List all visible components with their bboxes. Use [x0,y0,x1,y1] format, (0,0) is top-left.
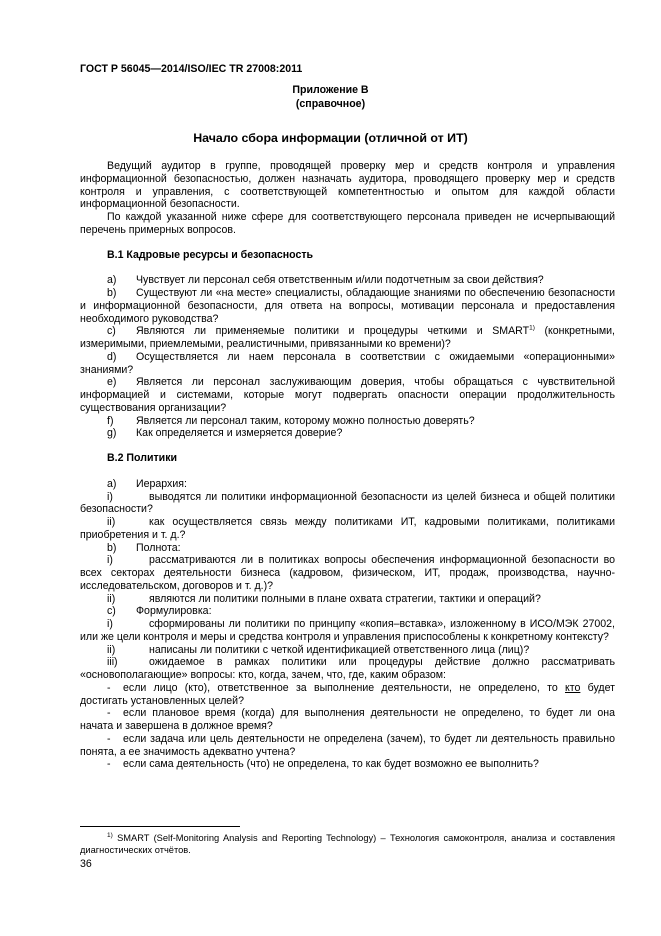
list-marker: f) [107,414,114,427]
list-marker: d) [107,350,117,363]
appendix-label: Приложение В [292,84,369,96]
list-marker: - [107,758,111,771]
dash-item [80,758,615,771]
list-marker: - [107,732,111,745]
list-item-text: если сама деятельность (что) не определена, то как будет возможно ее выполнить? [123,758,539,771]
intro-paragraph: Ведущий аудитор в группе, проводящей проверку мер и средств контроля и управления информационной безопасностью, должен назначать аудитора, проводящего проверку мер и средств контроля и управления, с соответствующей компетентностью и опытом для каждой области информационной безопасности. [80,160,615,211]
list-item [80,376,615,414]
list-marker: a) [107,477,117,490]
list-marker: i) [107,554,113,567]
list-marker: ii) [107,516,116,528]
document-body [80,160,615,771]
list-item-text: если плановое время (когда) для выполнения деятельности не определено, то будет ли она начата и завершена в должное время? [80,707,615,732]
list-item-text: Существуют ли «на месте» специалисты, обладающие знаниями по обеспечению безопасности и информационной безопасности, для ответа на вопросы, мотивации персонала и предоставления необходимого руководства? [80,287,615,325]
list-marker: iii) [107,656,118,669]
list-marker: c) [107,325,116,338]
list-item [80,351,615,377]
list-item-text: Осуществляется ли наем персонала в соответствии с ожидаемыми «операционными» знаниями? [80,350,615,376]
list-item [80,478,615,491]
list-marker: g) [107,427,117,440]
list-marker: - [107,707,111,720]
list-item-text: если лицо (кто), ответственное за выполнение деятельности, не определено, то [123,681,565,694]
list-marker: b) [107,287,117,299]
sub-list-item [80,554,615,592]
sub-list-item [80,516,615,542]
section-heading-b1: В.1 Кадровые ресурсы и безопасность [107,248,314,261]
list-item-text: Как определяется и измеряется доверие? [136,427,343,440]
list-item [80,427,615,440]
list-item [80,605,615,618]
underlined-word: кто [565,681,581,694]
sub-list-item [80,644,615,657]
list-item-text: рассматриваются ли в политиках вопросы обеспечения информационной безопасности во всех секторах деятельности бизнеса (кадровом, физическом, ИТ, продаж, производства, научно-исследовательском, договоров и т. д.)? [80,554,615,592]
list-item-text: Чувствует ли персонал себя ответственным и/или подотчетным за свои действия? [136,274,544,287]
list-item [80,415,615,428]
dash-item [80,707,615,733]
list-marker: i) [107,618,113,630]
list-marker: ii) [107,643,116,656]
sub-list-item [80,618,615,644]
list-marker: ii) [107,592,116,605]
list-item-text: сформированы ли политики по принципу «копия–вставка», изложенному в ИСО/МЭК 27002, или же цели контроля и меры и средства контроля и управления приспособлены к конкретному контексту? [80,618,615,643]
dash-item [80,682,615,708]
list-item-text: (конкретными, измеримыми, приемлемыми, реалистичными, привязанными ко времени)? [80,325,615,350]
list-marker: i) [107,490,113,503]
sub-list-item [80,593,615,606]
list-marker: e) [107,376,117,389]
list-item-text: Являются ли применяемые политики и процедуры четкими и SMART [136,325,530,338]
footnote-text: SMART (Self-Monitoring Analysis and Reporting Technology) – Технология самоконтроля, анализа и составления диагностических отчётов. [80,833,615,855]
list-item-text: Формулировка: [136,605,212,618]
list-marker: a) [107,274,117,287]
list-item-text: ожидаемое в рамках политики или процедуры действие должно рассматривать «основополагающие» вопросы: кто, когда, зачем, что, где, каким образом: [80,656,615,681]
list-marker: b) [107,541,117,554]
list-item-text: Иерархия: [136,477,187,490]
list-item-text: Полнота: [136,541,181,554]
list-item-text: как осуществляется связь между политиками ИТ, кадровыми политиками, политиками приобретения и т. д.? [80,516,615,541]
footnote-separator [80,826,240,827]
list-item [80,542,615,555]
sub-list-item [80,491,615,517]
page-number: 36 [80,858,92,870]
appendix-title: Начало сбора информации (отличной от ИТ) [193,131,468,145]
list-item-text: написаны ли политики с четкой идентификацией ответственного лица (лиц)? [149,643,530,656]
intro-paragraph: По каждой указанной ниже сфере для соответствующего персонала приведен не исчерпывающий перечень примерных вопросов. [80,211,615,236]
standard-header: ГОСТ Р 56045—2014/ISO/IEC TR 27008:2011 [80,63,303,75]
list-marker: - [107,681,111,694]
footnote-marker: 1) [107,831,113,839]
sub-list-item [80,656,615,682]
list-item-text: являются ли политики полными в плане охвата стратегии, тактики и операций? [149,592,541,605]
list-item-text: Является ли персонал заслуживающим доверия, чтобы обращаться с чувствительной информацией и системами, которые могут подвергать опасности операции продолжительность существования организации? [80,376,615,414]
list-item-text: Является ли персонал таким, которому можно полностью доверять? [136,414,475,427]
dash-item [80,733,615,759]
list-item-text: если задача или цель деятельности не определена (зачем), то будет ли деятельность правильно понята, а ее значимость адекватно учтена? [80,732,615,758]
list-item-text: выводятся ли политики информационной безопасности из целей бизнеса и общей политики безопасности? [80,490,615,516]
list-item-text: будет достигать установленных целей? [80,681,615,707]
section-heading-b2: В.2 Политики [107,452,178,464]
list-item [80,287,615,325]
appendix-type: (справочное) [295,98,366,110]
list-item [80,274,615,287]
footnote [80,832,615,856]
footnote-ref: 1) [529,324,535,332]
list-marker: c) [107,605,116,618]
list-item [80,325,615,351]
